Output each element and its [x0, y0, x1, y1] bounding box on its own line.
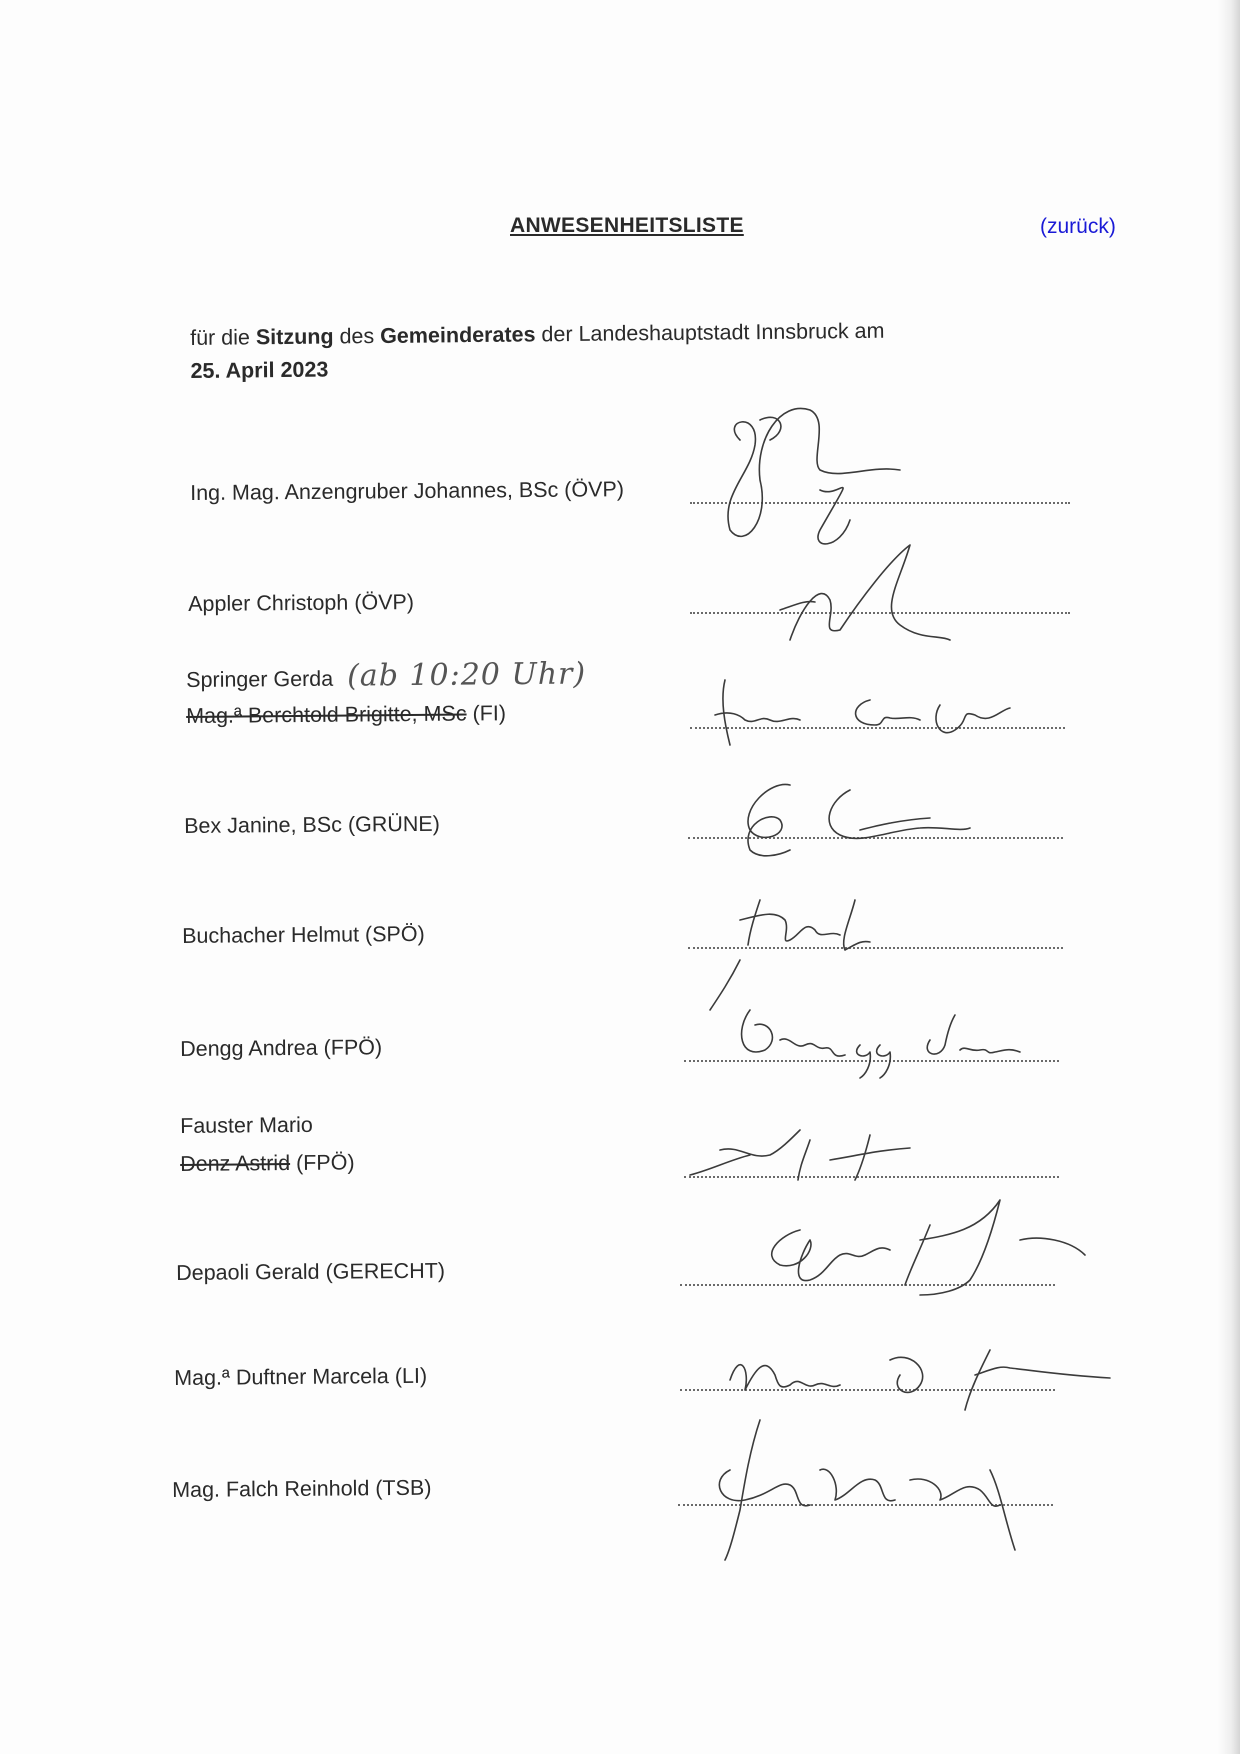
attendee-name: Bex Janine, BSc (GRÜNE) [184, 811, 440, 838]
attendee-name [180, 1144, 355, 1182]
attendee-name: Mag.ª Duftner Marcela (LI) [174, 1363, 428, 1390]
intro-part-3: der Landeshauptstadt Innsbruck am [535, 318, 885, 347]
signature-4 [720, 770, 980, 870]
signature-2 [760, 540, 960, 650]
attendee-name [186, 657, 586, 698]
signature-8 [740, 1195, 1120, 1305]
replaced-attendee-name: Mag.ª Berchtold Brigitte, MSc [186, 701, 467, 728]
session-date: 25. April 2023 [190, 357, 329, 383]
attendee-name: Fauster Mario [180, 1112, 313, 1138]
replaced-attendee-name: Denz Astrid [180, 1151, 291, 1176]
signature-3 [700, 670, 1070, 750]
document-title: ANWESENHEITSLISTE [510, 214, 744, 237]
attendee-party: (FI) [466, 701, 507, 726]
intro-bold-sitzung: Sitzung [255, 324, 334, 350]
attendee-substitute-name: Springer Gerda [186, 666, 334, 692]
attendee-name: Mag. Falch Reinhold (TSB) [172, 1475, 432, 1502]
attendee-name: Buchacher Helmut (SPÖ) [182, 921, 425, 948]
attendee-name: Dengg Andrea (FPÖ) [180, 1035, 383, 1061]
attendee-name [186, 695, 506, 734]
signature-7 [680, 1100, 980, 1190]
intro-part-1: für die [190, 325, 257, 350]
intro-part-2: des [333, 324, 381, 349]
attendee-party: (FPÖ) [289, 1150, 355, 1176]
signature-9 [700, 1330, 1150, 1420]
attendee-name: Ing. Mag. Anzengruber Johannes, BSc (ÖVP) [190, 477, 625, 505]
handwritten-time-note: (ab 10:20 Uhr) [346, 656, 587, 694]
signature-10 [690, 1410, 1070, 1560]
attendee-name: Appler Christoph (ÖVP) [188, 590, 415, 616]
intro-bold-gemeinderates: Gemeinderates [380, 322, 536, 349]
back-link[interactable]: (zurück) [1040, 215, 1116, 238]
signature-6 [720, 990, 1060, 1080]
attendee-name: Depaoli Gerald (GERECHT) [176, 1258, 446, 1285]
signature-1 [700, 400, 960, 550]
